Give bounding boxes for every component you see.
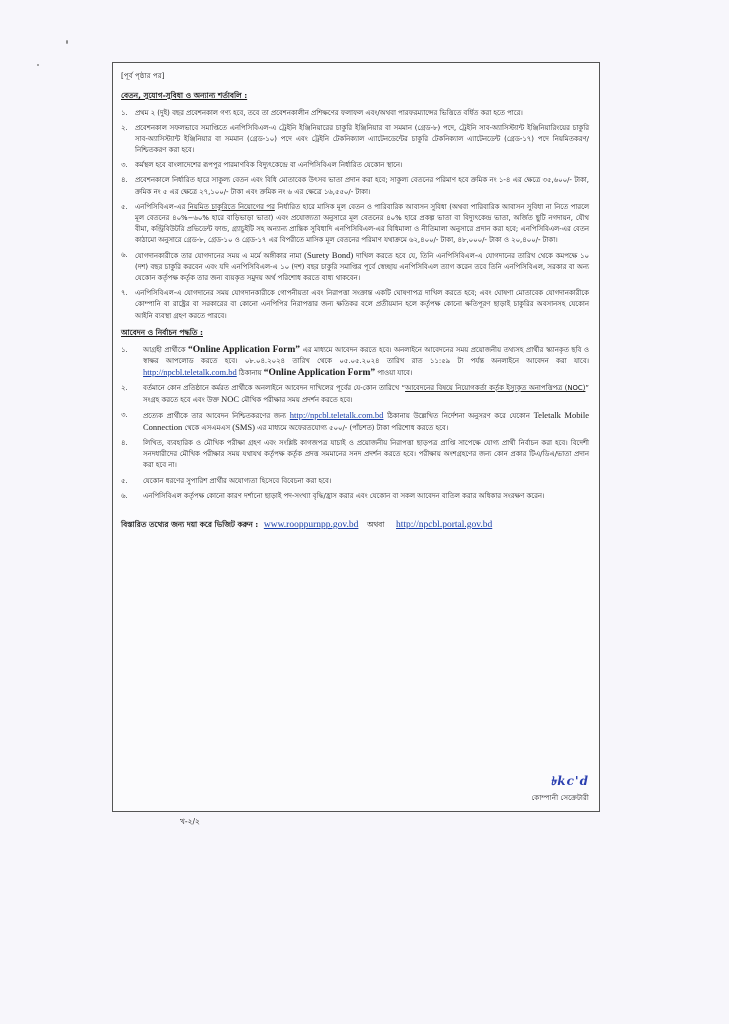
item-number: ৫. <box>121 202 128 211</box>
teletalk-link[interactable]: http://npcbl.teletalk.com.bd <box>289 410 384 421</box>
item-text-part: পাওয়া যাবে। <box>375 368 413 377</box>
english-term: Teletalk Mobile Connection <box>143 410 589 433</box>
item-text-part: বর্তমানে কোন প্রতিষ্ঠানে কর্মরত প্রার্থীকে অনলাইনে আবেদন দাখিলের পূর্বের যে-কোন তারিখে “ <box>143 383 406 392</box>
application-item <box>121 491 589 502</box>
item-number: ১. <box>121 345 128 354</box>
visit-label: বিস্তারিত তথ্যের জন্য দয়া করে ভিজিট করুন : <box>121 519 259 529</box>
visit-line <box>121 520 589 532</box>
item-text-part: যোগদানকারীকে তার যোগদানের সময় এ মর্মে অঙ্গীকার নামা <box>135 252 305 261</box>
signatory-title: কোম্পানী সেক্রেটারী <box>531 793 589 802</box>
english-term: (SMS) <box>232 422 255 433</box>
item-text-part: দাখিল করতে হবে যে, তিনি এনপিসিবিএল-এ যোগদানের তারিখ থেকে কমপক্ষে ১০ (দশ) বছর চাকুরি করবেন এবং যদি এনপিসিবিএল-এ ১০ (দশ) বছর চাকুরি সমাপ্তির পূর্বে স্বেচ্ছায় এনপিসিবিএল ত্যাগ করেন তবে তিনি এনপিসিবিএল, সরকার বা অন্য যেকোন কর্তৃপক্ষ কর্তৃক তার জন্য ব্যয়কৃত সমুদয় অর্থ পরিশোধ করতে বাধ্য থাকবেন। <box>135 252 589 283</box>
item-text <box>143 410 589 434</box>
item-text: প্রথম ২ (দুই) বছর প্রবেশনকাল গণ্য হবে, তবে তা প্রবেশনকালীন প্রশিক্ষণের ফলাফল এবং/অথবা পারফরম্যান্সের ভিত্তিতে বর্ধিত করা হতে পারে। <box>135 109 523 117</box>
item-text-part: প্রত্যেক প্রার্থীকে তার আবেদন নিশ্চিতকরণের জন্য <box>143 412 290 421</box>
item-text-part: এর মাধ্যমে অফেরতযোগ্য ৫০০/- (পাঁচশত) টাকা পরিশোধ করতে হবে। <box>254 424 449 433</box>
item-number: ৪. <box>121 439 128 448</box>
section-heading-terms: বেতন, সুযোগ-সুবিধা ও অন্যান্য শর্তাবলি : <box>121 91 248 100</box>
item-text: কর্মস্থল হবে বাংলাদেশের রূপপুর পারমাণবিক বিদ্যুৎকেন্দ্রে বা এনপিসিবিএল নির্ধারিত যেকোন স্থানে। <box>135 161 403 170</box>
item-number: ৬. <box>121 491 128 500</box>
item-number: ৭. <box>121 289 128 298</box>
item-text-part: ঠিকানায় উল্লেখিত নির্দেশনা অনুসরণ করে যেকোন <box>383 412 534 421</box>
terms-item <box>121 160 589 171</box>
item-number: ৪. <box>121 176 128 185</box>
item-text <box>143 345 589 379</box>
signature-mark: ৳kc'd <box>550 774 589 788</box>
item-number: ৬. <box>121 251 128 260</box>
item-number: ৩. <box>121 411 128 420</box>
npcbl-portal-link[interactable]: http://npcbl.portal.gov.bd <box>396 519 493 530</box>
application-item <box>121 345 589 379</box>
underlined-phrase: নিয়মিত চাকুরিতে নিয়োগের পর <box>187 202 275 211</box>
scan-speck <box>66 40 68 44</box>
or-text: অথবা <box>366 519 385 529</box>
section-heading-application: আবেদন ও নির্বাচন পদ্ধতি : <box>121 327 203 337</box>
english-term: NOC <box>221 393 240 404</box>
terms-item <box>121 288 589 321</box>
underlined-phrase: আবেদনের বিষয়ে নিয়োগকর্তা কর্তৃক ইস্যুকৃত অনাপত্তিপত্র (NOC) <box>405 383 586 392</box>
item-text-part: ” সংগ্রহ করতে হবে এবং উক্ত <box>143 383 589 404</box>
item-text-part: ঠিকানায় <box>236 368 264 377</box>
item-number: ২. <box>121 383 128 392</box>
terms-item <box>121 202 589 246</box>
item-text-part: মৌখিক পরীক্ষার সময় প্রদর্শন করতে হবে। <box>239 395 353 404</box>
item-text: যেকোন ধরণের সুপারিশ প্রার্থীর অযোগ্যতা হিসেবে বিবেচনা করা হবে। <box>143 476 332 485</box>
rooppur-link[interactable]: www.rooppurnpp.gov.bd <box>263 519 359 530</box>
item-text-part: নির্ধারিত হারে মাসিক মূল বেতন ও পারিবারিক আবাসন সুবিধা (অথবা পারিবারিক আবাসন সুবিধা না নিতে পারলে মূল বেতনের ৪০%−৬০% হারে বাড়িভাড়া ভাতা) এবং প্রযোজ্যতা অনুসারে মূল বেতনের ৪০% হারে প্রকল্প ভাতা বা বিদ্যুৎকেন্দ্র ভাতা, অর্জিত ছুটি নগদায়ন, যৌথ বীমা, কন্ট্রিবিউটরি প্রভিডেন্ট ফান্ড, গ্র্যাচুইটি সহ অন্যান্য প্রান্তিক সুবিধাদি এনপিসিবিএল-এর বিধিমালা ও নীতিমালা অনুসারে প্রদান করা হবে; এনপিসিবিএল-এর বেতন কাঠামো অনুসারে গ্রেড-৮, গ্রেড-১০ ও গ্রেড-১৭ এর বিপরীতে মাসিক মূল বেতনের পরিমাণ যথাক্রমে ৬২,৪০০/- টাকা, ৪৮,০০০/- টাকা ও ২০,৪০০/- টাকা। <box>135 202 589 244</box>
item-text-part: এর মাধ্যমে আবেদন করতে হবে। অনলাইনে আবেদনের সময় প্রয়োজনীয় তথ্যসহ প্রার্থীর স্ক্যানকৃত ছবি ও স্বাক্ষর আপলোড করতে হবে। ০৮.০৪.২০২৪ তারিখ থেকে ০৫.০৫.২০২৪ তারিখ রাত ১১:৫৯ টা পর্যন্ত অনলাইনে আবেদন করা যাবে। <box>143 345 589 365</box>
item-number: ৫. <box>121 476 128 485</box>
item-text-part: থেকে এসএমএস <box>182 424 233 433</box>
application-item <box>121 438 589 471</box>
item-text-part: আগ্রহী প্রার্থীকে <box>143 345 189 354</box>
application-item <box>121 476 589 487</box>
english-term: (Surety Bond) <box>304 250 354 261</box>
page-number: খ-২/২ <box>180 817 200 826</box>
terms-item <box>121 175 589 197</box>
terms-item <box>121 250 589 284</box>
item-text <box>135 250 589 284</box>
english-term-bold: “Online Application Form” <box>188 344 301 355</box>
item-text: এনপিসিবিএল কর্তৃপক্ষ কোনো কারণ দর্শানো ছাড়াই পদ-সংখ্যা বৃদ্ধি/হ্রাস করার এবং যেকোন বা সকল আবেদন বাতিল করার অধিকার সংরক্ষণ করেন। <box>143 491 545 500</box>
continuation-note: [পূর্ব পৃষ্ঠার পর] <box>121 71 165 80</box>
scan-speck <box>37 64 39 66</box>
item-text-part: এনপিসিবিএল-এর <box>135 202 188 211</box>
teletalk-link[interactable]: http://npcbl.teletalk.com.bd <box>143 366 237 377</box>
item-text <box>135 202 589 246</box>
english-term-bold: “Online Application Form” <box>263 367 376 378</box>
notice-box <box>112 62 600 812</box>
application-item <box>121 410 589 434</box>
application-item <box>121 383 589 406</box>
terms-item <box>121 123 589 156</box>
item-text: লিখিত, ব্যবহারিক ও মৌখিক পরীক্ষা গ্রহণ এবং সংশ্লিষ্ট কাগজপত্র যাচাই ও প্রয়োজনীয় নিরাপত্তা ছাড়পত্র প্রাপ্তি সাপেক্ষে যোগ্য প্রার্থী নির্বাচন করা হবে। বিদেশী সনদধারীদের মৌখিক পরীক্ষার সময় যথাযথ কর্তৃপক্ষ কর্তৃক প্রদত্ত সমমানের সনদ প্রদর্শন করতে হবে। পরীক্ষায় অংশগ্রহণের জন্য কোন প্রকার টিএ/ডিএ/ভাতা প্রদান করা হবে না। <box>143 439 589 470</box>
item-text: প্রবেশনকালে নির্ধারিত হারে সাকুল্য বেতন এবং বিধি মোতাবেক উৎসব ভাতা প্রদান করা হবে; সাকুল্য বেতনের পরিমাণ হবে ক্রমিক নং ১-৪ এর ক্ষেত্রে ৩৫,৬০০/- টাকা, ক্রমিক নং ৫ এর ক্ষেত্রে ২৭,১০০/- টাকা এবং ক্রমিক নং ৬ এর ক্ষেত্রে ১৬,৫৫০/- টাকা। <box>135 176 589 196</box>
item-text: এনপিসিবিএল-এ যোগদানের সময় যোগদানকারীকে গোপনীয়তা এবং নিরাপত্তা সংক্রান্ত একটি ঘোষণাপত্র দাখিল করতে হবে; এবং ঘোষণা মোতাবেক যোগদানকারীকে কোম্পানি বা রাষ্ট্রের বা সরকারের বা কোনো এনপিপির নিরাপত্তার জন্য ক্ষতিকর বলে প্রতীয়মান হলে কর্তৃপক্ষ কোনো ক্ষতিপূরণ ছাড়াই চাকুরির অবসানসহ যেকোন আইনি ব্যবস্থা গ্রহণ করতে পারবে। <box>135 289 589 320</box>
item-number: ২. <box>121 124 128 133</box>
item-text <box>143 383 589 406</box>
item-number: ৩. <box>121 161 128 170</box>
signature-block <box>531 773 589 805</box>
terms-item <box>121 108 589 119</box>
item-text: প্রবেশনকাল সফলভাবে সমাপ্তিতে এনপিসিবিএল-এ ট্রেইনি ইঞ্জিনিয়ারের চাকুরি ইঞ্জিনিয়ার বা সমমান (গ্রেড-৮) পদে, ট্রেইনি সাব-অ্যাসিস্ট্যান্ট ইঞ্জিনিয়ারিংয়ের চাকুরি সাব-অ্যাসিস্ট্যান্ট ইঞ্জিনিয়ার বা সমমান (গ্রেড-১০) পদে এবং ট্রেইনি টেকনিক্যাল এ্যাটেনডেন্টের চাকুরি টেকনিক্যাল এ্যাটেনডেন্ট (গ্রেড-১৭) পদে নিয়মিতকরণ/নিশ্চিতকরণ করা হবে। <box>135 124 589 155</box>
item-number: ১. <box>121 109 128 117</box>
